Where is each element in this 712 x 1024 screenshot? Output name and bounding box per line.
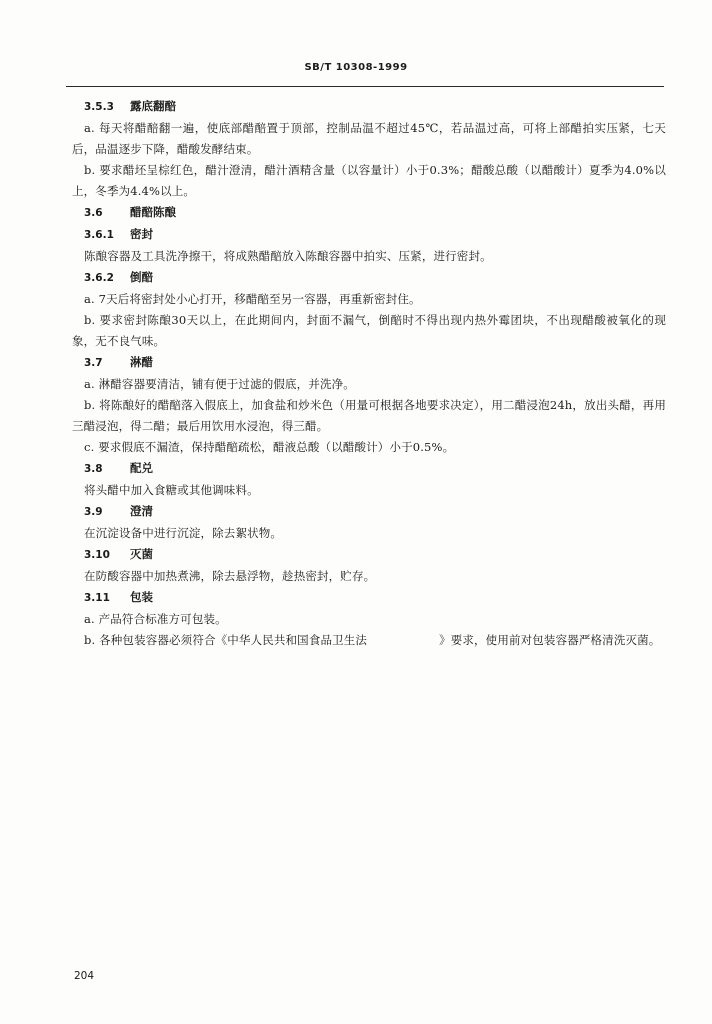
paragraph-3-8: 将头醋中加入食糖或其他调味料。 — [84, 483, 259, 497]
section-3-7-heading — [72, 352, 666, 374]
section-3-6-2-heading — [72, 267, 666, 289]
section-number: 3.9 — [84, 506, 103, 518]
section-number: 3.5.3 — [84, 101, 114, 113]
paragraph-3-10: 在防酸容器中加热煮沸，除去悬浮物，趁热密封，贮存。 — [84, 569, 376, 583]
law-citation-end: 》要求，使用前对包装容器严格清洗灭菌。 — [439, 633, 661, 647]
section-title: 露底翻醅 — [130, 99, 176, 113]
section-number: 3.8 — [84, 463, 103, 475]
section-3-6-heading — [72, 202, 666, 224]
paragraph-3-6-2-a: a. 7天后将密封处小心打开，移醋醅至另一容器，再重新密封住。 — [84, 292, 421, 306]
section-3-8-heading — [72, 458, 666, 480]
page-header-code: SB/T 10308-1999 — [304, 62, 408, 73]
section-number: 3.6.2 — [84, 272, 114, 284]
paragraph-3-7-a: a. 淋醋容器要清洁，铺有便于过滤的假底，并洗净。 — [84, 377, 355, 391]
law-citation-start: b. 各种包装容器必须符合《中华人民共和国食品卫生法 — [84, 633, 368, 647]
section-3-10-heading — [72, 544, 666, 566]
section-number: 3.6 — [84, 207, 103, 219]
section-title: 灭菌 — [130, 547, 153, 561]
section-3-11-heading — [72, 587, 666, 609]
paragraph-3-7-b: b. 将陈酿好的醋醅落入假底上，加食盐和炒米色（用量可根据各地要求决定），用二醋浸泡24h，放出头醋，再用三醋浸泡，得二醋；最后用饮用水浸泡，得三醋。 — [72, 398, 666, 433]
paragraph-3-6-2-b: b. 要求密封陈酿30天以上，在此期间内，封面不漏气，倒醅时不得出现内热外霉团块，不出现醋酸被氧化的现象，无不良气味。 — [72, 313, 666, 348]
section-title: 倒醅 — [130, 270, 153, 284]
section-title: 醋醅陈酿 — [130, 205, 176, 219]
section-number: 3.7 — [84, 357, 103, 369]
paragraph-3-7-c: c. 要求假底不漏渣，保持醋醅疏松，醋液总酸（以醋酸计）小于0.5%。 — [84, 440, 455, 454]
section-number: 3.11 — [84, 592, 110, 604]
paragraph-3-5-3-b: b. 要求醋坯呈棕红色，醋汁澄清，醋汁酒精含量（以容量计）小于0.3%；醋酸总酸（以醋酸计）夏季为4.0%以上，冬季为4.4%以上。 — [72, 163, 666, 198]
section-3-6-1-heading — [72, 224, 666, 246]
header-rule — [66, 86, 664, 87]
section-title: 配兑 — [130, 461, 153, 475]
paragraph-3-5-3-a: a. 每天将醋醅翻一遍，使底部醋醅置于顶部，控制品温不超过45℃，若品温过高，可将上部醋拍实压紧，七天后，品温逐步下降，醋酸发酵结束。 — [72, 121, 666, 156]
section-title: 淋醋 — [130, 355, 153, 369]
section-3-9-heading — [72, 501, 666, 523]
section-title: 密封 — [130, 227, 153, 241]
paragraph-3-11-b — [72, 630, 666, 651]
section-number: 3.10 — [84, 549, 110, 561]
page-number: 204 — [74, 970, 95, 982]
section-3-5-3-heading — [72, 96, 666, 118]
paragraph-3-11-a: a. 产品符合标准方可包装。 — [84, 612, 227, 626]
section-number: 3.6.1 — [84, 229, 114, 241]
section-title: 澄清 — [130, 504, 153, 518]
document-body — [72, 96, 666, 651]
paragraph-3-6-1: 陈酿容器及工具洗净擦干，将成熟醋醅放入陈酿容器中拍实、压紧，进行密封。 — [84, 249, 492, 263]
section-title: 包装 — [130, 590, 153, 604]
paragraph-3-9: 在沉淀设备中进行沉淀，除去絮状物。 — [84, 526, 283, 540]
